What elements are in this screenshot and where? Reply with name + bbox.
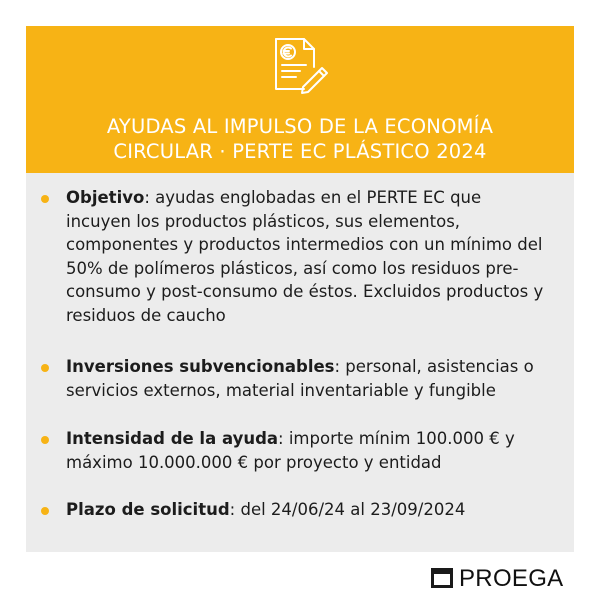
card-body <box>26 173 574 552</box>
item-text: : del 24/06/24 al 23/09/2024 <box>229 500 466 519</box>
logo-mark-icon <box>431 568 453 588</box>
item-term: Inversiones subvencionables <box>66 357 335 376</box>
title-line-2: CIRCULAR · PERTE EC PLÁSTICO 2024 <box>113 140 487 163</box>
info-card <box>26 26 574 552</box>
item-term: Objetivo <box>66 188 145 207</box>
euro-document-pen-icon <box>270 37 330 95</box>
item-text: : personal, asistencias o servicios externos, material inventariable y fungible <box>66 357 534 400</box>
item-text: : importe mínim 100.000 € y máximo 10.000.000 € por proyecto y entidad <box>66 429 515 472</box>
logo-text: PROEGA <box>459 565 564 592</box>
item-text: : ayudas englobadas en el PERTE EC que incuyen los productos plásticos, sus elementos, componentes y productos intermedios con un mínimo del 50% de polímeros plásticos, así como los residuos pre-consumo y post-consumo de éstos. Excluidos productos y residuos de caucho <box>66 188 544 325</box>
page-title <box>26 114 574 164</box>
card-header <box>26 26 574 173</box>
item-term: Plazo de solicitud <box>66 500 230 519</box>
item-term: Intensidad de la ayuda <box>66 429 279 448</box>
bullet-dot <box>41 195 49 203</box>
title-line-1: AYUDAS AL IMPULSO DE LA ECONOMÍA <box>106 115 494 138</box>
bullet-dot <box>41 436 49 444</box>
list-item-plazo <box>66 498 546 522</box>
list-item-objetivo <box>66 186 546 327</box>
bullet-dot <box>41 364 49 372</box>
list-item-intensidad <box>66 427 546 474</box>
bullet-dot <box>41 507 49 515</box>
list-item-inversiones <box>66 355 546 402</box>
